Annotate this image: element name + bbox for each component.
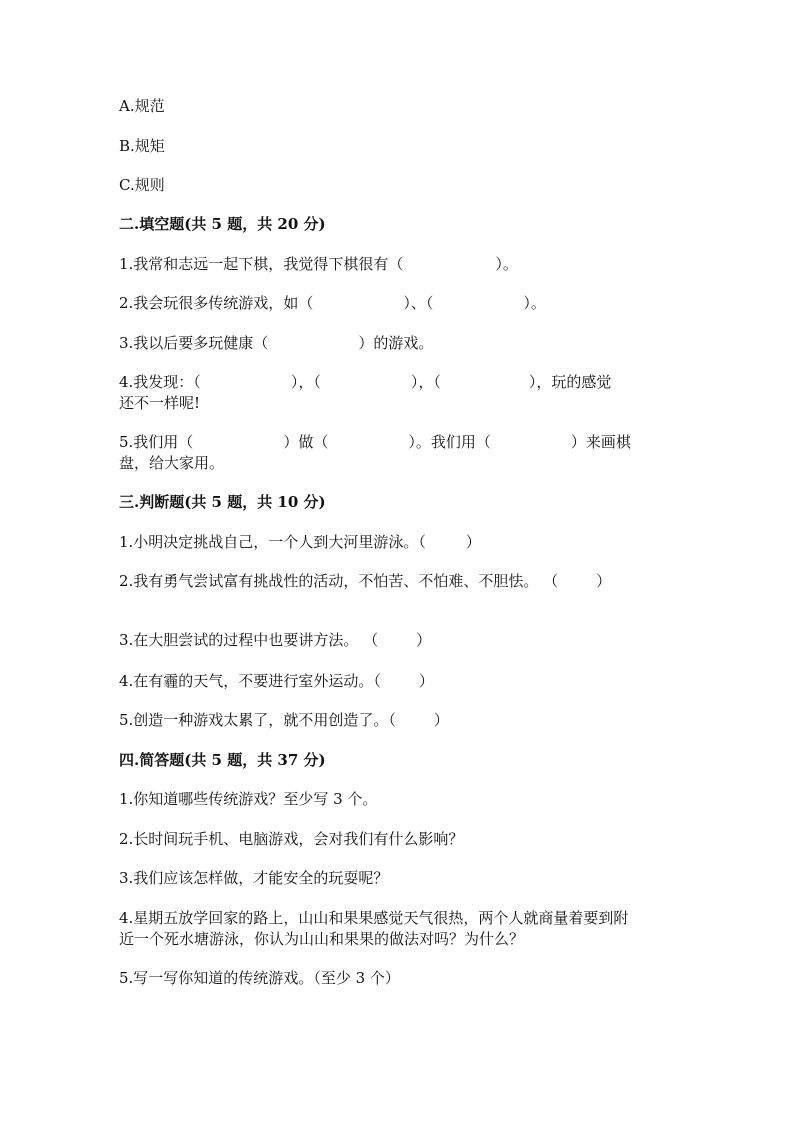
question-text: ）	[596, 572, 612, 590]
fill-blank-q5	[119, 432, 679, 452]
section-title-short-answer: 四.简答题(共 5 题，共 37 分)	[119, 751, 326, 769]
question-text: ）、（	[403, 294, 434, 312]
question-text: 3.在大胆尝试的过程中也要讲方法。 （	[119, 631, 379, 649]
fill-blank-q4	[119, 372, 679, 392]
fill-blank-q3	[119, 333, 679, 353]
option-b: B.规矩	[119, 137, 165, 155]
question-text: 2.我会玩很多传统游戏，如（	[119, 294, 314, 312]
fill-blank-q1	[119, 254, 679, 274]
short-answer-q3: 3.我们应该怎样做，才能安全的玩耍呢？	[119, 869, 389, 887]
true-false-q2	[119, 571, 679, 591]
short-answer-q5: 5.写一写你知道的传统游戏。（至少 3 个）	[119, 969, 400, 987]
question-text: ）的游戏。	[358, 334, 434, 352]
question-text: 1.小明决定挑战自己，一个人到大河里游泳。（	[119, 533, 426, 551]
question-text: ）。	[495, 255, 518, 273]
question-text: ），玩的感觉	[528, 373, 612, 391]
question-text: 2.我有勇气尝试富有挑战性的活动，不怕苦、不怕难、不胆怯。 （	[119, 572, 559, 590]
question-text: ）	[433, 711, 449, 729]
fill-blank-q2	[119, 293, 679, 313]
question-text: ）	[465, 533, 481, 551]
short-answer-q1: 1.你知道哪些传统游戏？至少写 3 个。	[119, 790, 378, 808]
fill-blank-q5-continued: 盘，给大家用。	[119, 454, 225, 472]
section-title-fill-blank: 二.填空题(共 5 题，共 20 分)	[119, 215, 326, 233]
true-false-q4	[119, 671, 679, 691]
question-text: 3.我以后要多玩健康（	[119, 334, 269, 352]
section-title-true-false: 三.判断题(共 5 题，共 10 分)	[119, 493, 326, 511]
question-text: ）	[418, 672, 434, 690]
question-text: ），（	[410, 373, 441, 391]
question-text: 4.我发现：（	[119, 373, 201, 391]
question-text: ）	[416, 631, 432, 649]
true-false-q3	[119, 630, 679, 650]
true-false-q1	[119, 532, 679, 552]
option-c: C.规则	[119, 176, 165, 194]
short-answer-q4-continued: 近一个死水塘游泳，你认为山山和果果的做法对吗？为什么？	[119, 930, 525, 948]
question-text: ），（	[290, 373, 321, 391]
question-text: 4.在有霾的天气，不要进行室外运动。（	[119, 672, 381, 690]
question-text: 5.创造一种游戏太累了，就不用创造了。（	[119, 711, 396, 729]
option-a: A.规范	[119, 97, 165, 115]
question-text: 1.我常和志远一起下棋，我觉得下棋很有（	[119, 255, 404, 273]
fill-blank-q4-continued: 还不一样呢!	[119, 394, 201, 412]
question-text: 5.我们用（	[119, 433, 194, 451]
question-text: ）来画棋	[570, 433, 631, 451]
true-false-q5	[119, 710, 679, 730]
question-text: ）。我们用（	[408, 433, 491, 451]
short-answer-q2: 2.长时间玩手机、电脑游戏，会对我们有什么影响？	[119, 830, 464, 848]
question-text: ）。	[523, 294, 546, 312]
short-answer-q4: 4.星期五放学回家的路上，山山和果果感觉天气很热，两个人就商量着要到附	[119, 909, 629, 927]
question-text: ）做（	[283, 433, 329, 451]
